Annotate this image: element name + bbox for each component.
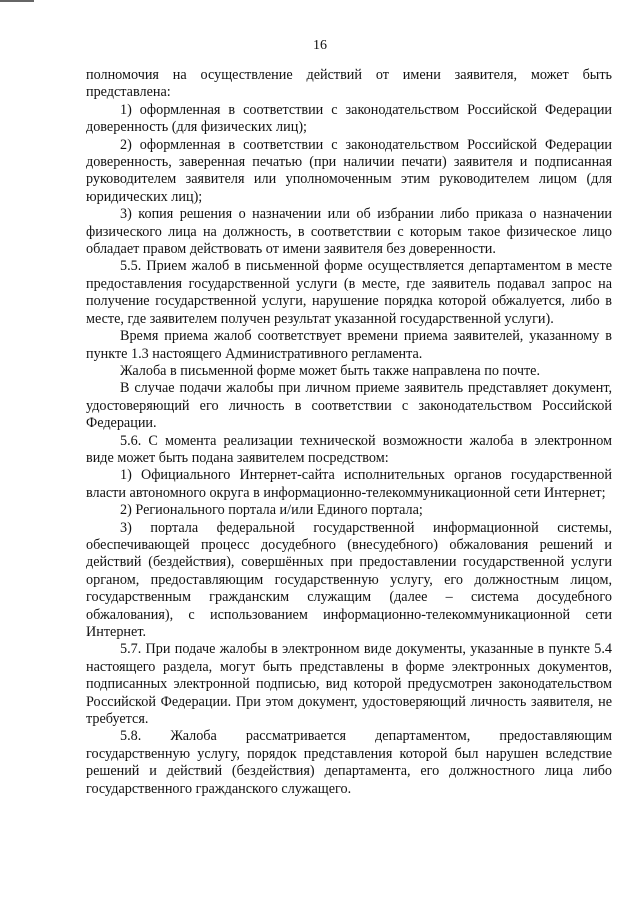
page-number: 16 [313, 38, 327, 53]
paragraph-5-6: 5.6. С момента реализации технической возможности жалоба в электронном виде может быть подана заявителем посредством: [86, 432, 612, 466]
paragraph-5-8: 5.8. Жалоба рассматривается департаментом, предоставляющим государственную услугу, порядок представления которой был нарушен вследствие решений и действий (бездействия) департамента, его должностного лица либо государственного гражданского служащего. [86, 728, 612, 797]
paragraph-12: 3) портала федеральной государственной информационной системы, обеспечивающей процесс досудебного (внесудебного) обжалования решений и действий (бездействия), совершённых при предоставлении государственной услуги органом, предоставляющим государственную услугу, его должностным лицом, государственным гражданским служащим (далее – система досудебного обжалования), с использованием информационно-телекоммуникационной сети Интернет. [86, 519, 612, 640]
paragraph-2: 1) оформленная в соответствии с законодательством Российской Федерации доверенность (для физических лиц); [86, 101, 612, 136]
paragraph-8: В случае подачи жалобы при личном приеме заявитель представляет документ, удостоверяющий его личность в соответствии с законодательством Российской Федерации. [86, 380, 612, 432]
paragraph-4: 3) копия решения о назначении или об избрании либо приказа о назначении физического лица на должность, в соответствии с которым такое физическое лицо обладает правом действовать от имени заявителя без доверенности. [86, 206, 612, 258]
paragraph-5-7: 5.7. При подаче жалобы в электронном виде документы, указанные в пункте 5.4 настоящего раздела, могут быть представлены в форме электронных документов, подписанных электронной подписью, вид которой предусмотрен законодательством Российской Федерации. При этом документ, удостоверяющий личность заявителя, не требуется. [86, 641, 612, 728]
paragraph-1: полномочия на осуществление действий от имени заявителя, может быть представлена: [86, 67, 612, 101]
document-body [86, 67, 612, 798]
paragraph-11: 2) Регионального портала и/или Единого портала; [120, 502, 423, 519]
paragraph-3: 2) оформленная в соответствии с законодательством Российской Федерации доверенность, заверенная печатью (при наличии печати) заявителя и подписанная руководителем заявителя или уполномоченным этим руководителем лицом (для юридических лиц); [86, 136, 612, 205]
paragraph-5-5: 5.5. Прием жалоб в письменной форме осуществляется департаментом в месте предоставления государственной услуги (в месте, где заявитель подавал запрос на получение государственной услуги, нарушение порядка которой обжалуется, либо в месте, где заявителем получен результат указанной государственной услуги). [86, 258, 612, 327]
paragraph-10: 1) Официального Интернет-сайта исполнительных органов государственной власти автономного округа в информационно-телекоммуникационной сети Интернет; [86, 467, 612, 501]
paragraph-6: Время приема жалоб соответствует времени приема заявителей, указанному в пункте 1.3 настоящего Административного регламента. [86, 328, 612, 362]
scan-corner-mark [0, 0, 34, 2]
paragraph-7: Жалоба в письменной форме может быть также направлена по почте. [120, 362, 541, 379]
